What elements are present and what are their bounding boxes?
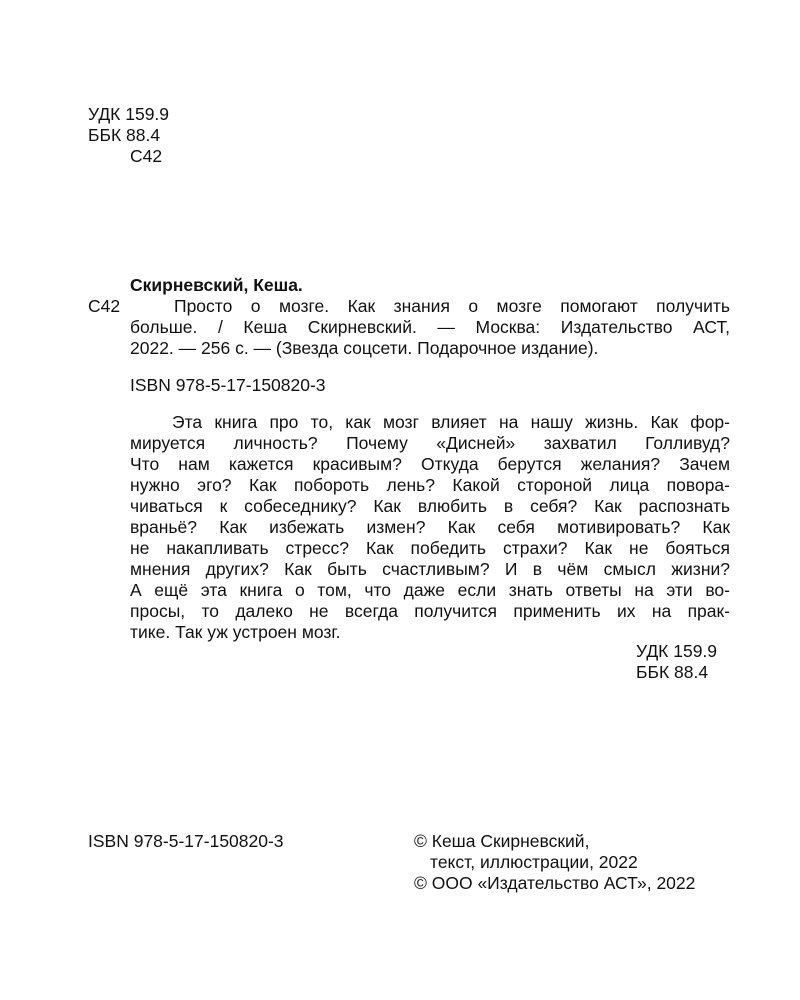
udk-code-bottom: УДК 159.9 — [636, 641, 718, 661]
annotation-line: враньё? Как избежать измен? Как себя мотивировать? Как — [130, 517, 730, 537]
catalog-author: Скирневский, Кеша. — [130, 275, 303, 295]
bbk-code-top: ББК 88.4 — [88, 125, 161, 145]
copyright-author-cont: текст, иллюстрации, 2022 — [430, 852, 638, 872]
bbk-code-bottom: ББК 88.4 — [636, 662, 709, 682]
author-mark-top: С42 — [130, 146, 163, 166]
udk-code-top: УДК 159.9 — [88, 104, 170, 124]
annotation-line: не накапливать стресс? Как победить страхи? Как не бояться — [130, 538, 730, 558]
annotation-line: Что нам кажется красивым? Откуда берутся желания? Зачем — [130, 454, 730, 474]
copyright-publisher: © ООО «Издательство АСТ», 2022 — [414, 873, 696, 893]
annotation-line: тике. Так уж устроен мозг. — [130, 622, 341, 642]
annotation-line: просы, то далеко не всегда получится применить их на прак- — [130, 601, 730, 621]
catalog-isbn: ISBN 978-5-17-150820-3 — [130, 375, 326, 395]
annotation-line: Эта книга про то, как мозг влияет на нашу жизнь. Как фор- — [172, 412, 730, 432]
annotation-line: мируется личность? Почему «Дисней» захватил Голливуд? — [130, 433, 730, 453]
catalog-description-line: Просто о мозге. Как знания о мозге помогают получить — [174, 296, 730, 316]
annotation-line: нужно эго? Как побороть лень? Какой стороной лица повора- — [130, 475, 730, 495]
copyright-author: © Кеша Скирневский, — [414, 831, 590, 851]
catalog-description-line: 2022. — 256 с. — (Звезда соцсети. Подарочное издание). — [130, 338, 599, 358]
annotation-line: мнения других? Как быть счастливым? И в чём смысл жизни? — [130, 559, 730, 579]
catalog-mark: С42 — [88, 296, 121, 316]
catalog-description-line: больше. / Кеша Скирневский. — Москва: Издательство АСТ, — [130, 317, 730, 337]
annotation-line: чиваться к собеседнику? Как влюбить в себя? Как распознать — [130, 496, 730, 516]
footer-isbn: ISBN 978-5-17-150820-3 — [88, 831, 284, 851]
annotation-line: А ещё эта книга о том, что даже если знать ответы на эти во- — [130, 580, 730, 600]
